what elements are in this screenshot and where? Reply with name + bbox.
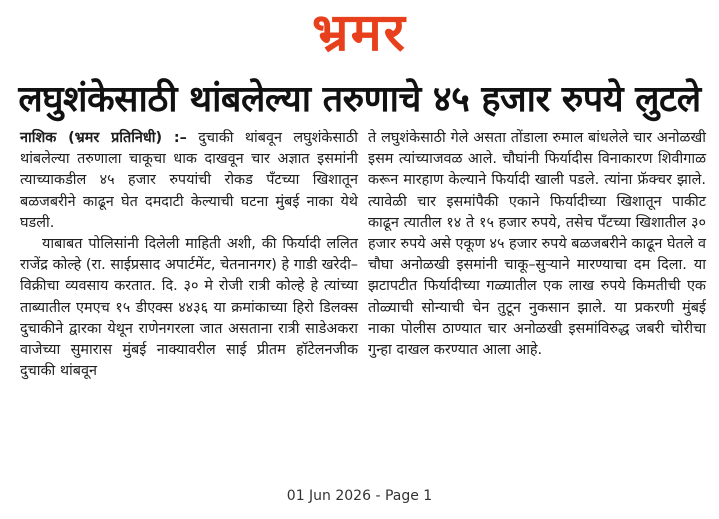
article-column-2 [368,128,706,458]
masthead [0,2,719,64]
article-body [20,128,706,458]
article-column-1 [20,128,358,458]
headline-text: लघुशंकेसाठी थांबलेल्या तरुणाचे ४५ हजार रुपये लुटले [18,79,701,120]
paragraph-text: दुचाकी थांबवून लघुशंकेसाठी थांबलेल्या तरुणाला चाकूचा धाक दाखवून चार अज्ञात इसमांनी त्याच्याकडील ४५ हजार रुपयांची रोकड पँटच्या खिशातून बळजबरीने काढून घेत दमदाटी केल्याची घटना मुंबई नाका येथे घडली. [20,130,358,231]
newspaper-logo: भ्रमर [312,3,407,63]
article-headline [8,72,711,128]
dateline: नाशिक (भ्रमर प्रतिनिधी) :– [20,130,187,146]
article-paragraph [20,128,358,234]
article-paragraph: ते लघुशंकेसाठी गेले असता तोंडाला रुमाल बांधलेले चार अनोळखी इसम त्यांच्याजवळ आले. चौघांनी फिर्यादीस विनाकारण शिवीगाळ करून मारहाण केल्याने फिर्यादी खाली पडले. त्यांना फ्रॅक्चर झाले. त्यावेळी चार इसमांपैकी एकाने फिर्यादीच्या खिशातून पाकीट काढून त्यातील १४ ते १५ हजार रुपये, तसेच पँटच्या खिशातील ३० हजार रुपये असे एकूण ४५ हजार रुपये बळजबरीने काढून घेतले व चौघा अनोळखी इसमांनी चाकू–सुऱ्याने मारण्याचा दम दिला. या झटापटीत फिर्यादीच्या गळ्यातील एक लाख रुपये किमतीची एक तोळ्याची सोन्याची चेन तुटून नुकसान झाले. या प्रकरणी मुंबई नाका पोलीस ठाण्यात चार अनोळखी इसमांविरुद्ध जबरी चोरीचा गुन्हा दाखल करण्यात आला आहे. [368,130,706,359]
article-paragraph: याबाबत पोलिसांनी दिलेली माहिती अशी, की फिर्यादी ललित राजेंद्र कोल्हे (रा. साईप्रसाद अपार्टमेंट, चेतनानगर) हे गाडी खरेदी–विक्रीचा व्यवसाय करतात. दि. ३० मे रोजी रात्री कोल्हे हे त्यांच्या ताब्यातील एमएच १५ डीएक्स ४४३६ या क्रमांकाच्या हिरो डिलक्स दुचाकीने द्वारका येथून राणेनगरला जात असताना रात्री साडेअकरा वाजेच्या सुमारास मुंबई नाक्यावरील साई प्रीतम हॉटेलनजीक दुचाकी थांबवून [20,236,358,380]
page-footer: 01 Jun 2026 - Page 1 [286,488,433,504]
